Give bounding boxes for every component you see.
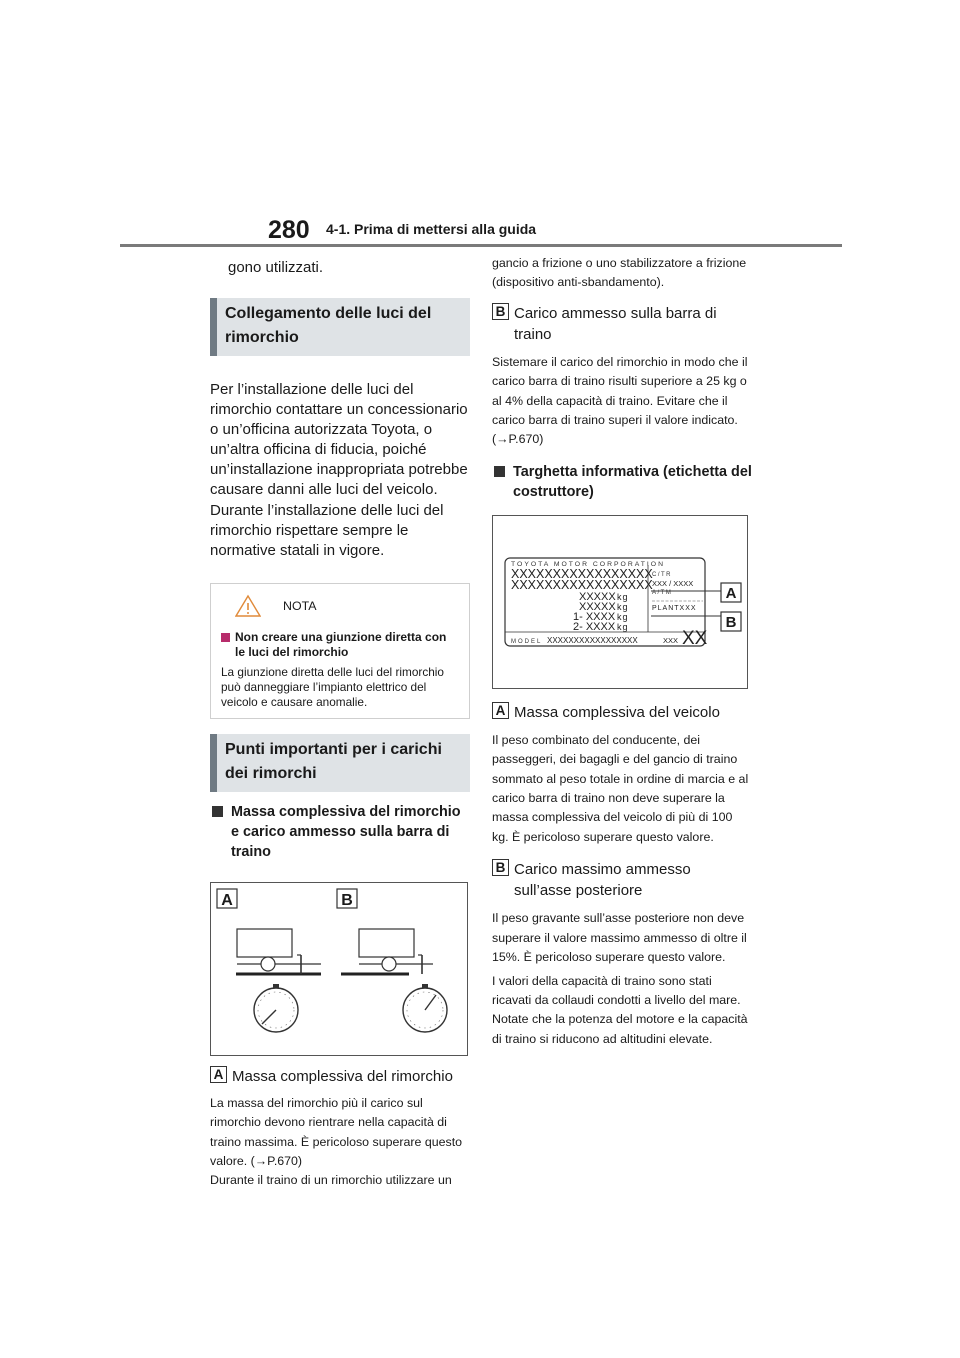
bullet-text: Massa complessiva del rimorchio e carico ammesso sulla barra di traino	[231, 803, 461, 860]
plate-suffix-small: XXX	[663, 635, 679, 645]
item-b-letter: B	[492, 303, 509, 320]
item-a2-label-row	[492, 702, 752, 723]
plate-callout-b: B	[725, 613, 737, 631]
note-text: La giunzione diretta delle luci del rimorchio può danneggiare l’impianto elettrico del veicolo e causare anomalie.	[221, 664, 444, 709]
plate-maker: TOYOTA MOTOR CORPORATION	[511, 560, 665, 568]
figure-label-a: A	[221, 891, 233, 909]
trailer-lights-text: Per l’installazione delle luci del rimorchio contattare un concessionario o un’officina autorizzata Toyota, o un’altra officina di fiducia, poiché un’installazione inappropriata potrebbe causare danni alle luci del veicolo. Durante l’installazione delle luci del rimorchio rispettare sempre le normative statali in vigore.	[210, 381, 468, 559]
trailer-a	[236, 929, 321, 1032]
item-a2-label: Massa complessiva del veicolo	[514, 703, 720, 721]
section-heading-trailer-loads: Punti importanti per i carichi dei rimorchi	[210, 734, 470, 792]
plate-model: MODEL	[511, 638, 543, 645]
left-column	[210, 258, 470, 1191]
plate-weight-3: 1- XXXX	[573, 610, 616, 623]
note-heading	[221, 630, 459, 660]
item-a-letter: A	[210, 1066, 227, 1083]
plate-weight-2: XXXXX	[579, 600, 616, 613]
plate-model-value: XXXXXXXXXXXXXXXXX	[547, 635, 638, 645]
item-a-text: La massa del rimorchio più il carico sul rimorchio devono rientrare nella capacità di traino massima. È pericoloso superare questo valore. (→P.670)	[210, 1095, 463, 1169]
plate-kg-4: kg	[617, 621, 629, 632]
note-title: NOTA	[283, 598, 317, 613]
trailer-b	[341, 929, 447, 1032]
plate-plant: PLANTXXX	[652, 604, 697, 612]
bullet-text: Targhetta informativa (etichetta del costruttore)	[513, 463, 752, 500]
plate-weight-4: 2- XXXX	[573, 620, 616, 633]
item-b-text: Sistemare il carico del rimorchio in modo che il carico barra di traino risulti superiore a 25 kg o al 4% della capacità di traino. Evitare che il carico barra di traino superi il valore indicato. (→P.670)	[492, 354, 748, 447]
item-b-label: Carico ammesso sulla barra di traino	[514, 304, 717, 343]
item-b-label-row	[492, 303, 752, 345]
bullet-square	[212, 806, 223, 817]
note-box	[210, 583, 470, 719]
intro-text: gono utilizzati.	[228, 259, 324, 276]
trailer-figure	[210, 882, 468, 1056]
note-title-row	[235, 594, 459, 618]
info-plate-figure	[492, 515, 748, 689]
plate-line-1: XXXXXXXXXXXXXXXXX	[511, 566, 653, 581]
item-a-label: Massa complessiva del rimorchio	[232, 1067, 453, 1085]
plate-atm: A/TM	[652, 589, 673, 596]
plate-xxx-slash: XXX / XXXX	[652, 578, 694, 588]
item-b2-label: Carico massimo ammesso sull’asse posteriore	[514, 861, 691, 900]
figure-label-b: B	[341, 891, 353, 909]
plate-ctr: C/TR	[652, 571, 672, 578]
chapter-title: 4-1. Prima di mettersi alla guida	[326, 221, 537, 237]
header-rule	[120, 244, 842, 247]
section-heading-trailer-lights: Collegamento delle luci del rimorchio	[210, 298, 470, 356]
item-a-label-row	[210, 1066, 470, 1087]
right-intro-text: gancio a frizione o uno stabilizzatore a frizione (dispositivo anti-sbandamento).	[492, 256, 747, 290]
plate-weight-1: XXXXX	[579, 590, 616, 603]
note-bullet	[221, 633, 230, 642]
bullet-square	[494, 466, 505, 477]
page-number: 280	[268, 216, 310, 244]
item-b2-label-row	[492, 859, 752, 901]
plate-suffix-big: XX	[682, 627, 708, 649]
plate-callout-a: A	[725, 584, 737, 602]
plate-kg-1: kg	[617, 591, 629, 602]
item-b2-text: Il peso gravante sull’asse posteriore non deve superare il valore massimo ammesso di oltre il 15%. È pericoloso superare questo valore.	[492, 911, 747, 965]
warning-icon	[235, 594, 261, 618]
plate-kg-3: kg	[617, 611, 629, 622]
info-plate-diagram	[493, 516, 747, 688]
bullet-trailer-mass	[210, 802, 470, 862]
trailer-scale-diagram	[211, 883, 467, 1055]
note-heading-text: Non creare una giunzione diretta con le luci del rimorchio	[235, 629, 447, 659]
item-a2-text: Il peso combinato del conducente, dei passeggeri, dei bagagli e del gancio di traino sommato al peso totale in ordine di marcia e al carico barra di traino non deve superare la massa complessiva del veicolo di più di 100 kg. È pericoloso superare questo valore.	[492, 732, 749, 844]
plate-line-2: XXXXXXXXXXXXXXXXX	[511, 577, 653, 592]
bullet-info-plate	[492, 462, 752, 502]
item-a-text-2: Durante il traino di un rimorchio utilizzare un	[210, 1173, 452, 1188]
item-a2-letter: A	[492, 702, 509, 719]
closing-text: I valori della capacità di traino sono stati ricavati da collaudi condotti a livello del mare. Notate che la potenza del motore e la capacità di traino si riducono ad altitudini elevate.	[492, 973, 748, 1046]
right-column	[492, 254, 752, 1049]
item-b2-letter: B	[492, 859, 509, 876]
plate-kg-2: kg	[617, 601, 629, 612]
